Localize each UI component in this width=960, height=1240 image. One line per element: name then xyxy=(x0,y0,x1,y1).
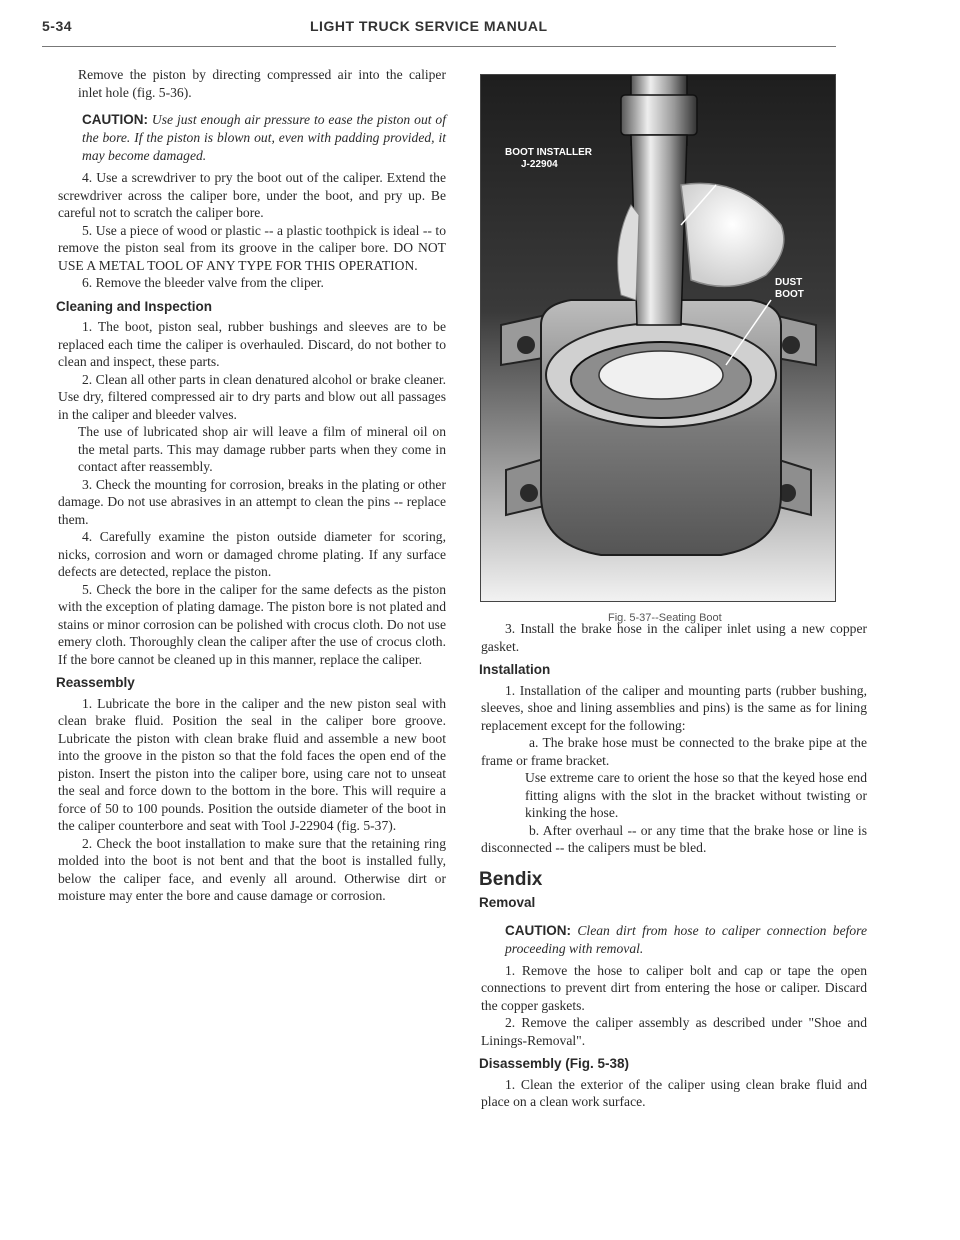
figure-photo xyxy=(480,74,836,602)
heading-disassembly: Disassembly (Fig. 5-38) xyxy=(479,1056,630,1071)
heading-reassembly: Reassembly xyxy=(56,675,135,690)
installation-step-1b: b. After overhaul -- or any time that the brake hose or line is disconnected -- the calipers must be bled. xyxy=(481,822,867,855)
heading-removal: Removal xyxy=(479,895,536,910)
right-column xyxy=(481,620,867,1111)
caliper-photo xyxy=(481,75,835,601)
installation-step-1a: a. The brake hose must be connected to the brake pipe at the frame or frame bracket. xyxy=(481,735,867,768)
caution-label-removal: CAUTION: xyxy=(505,922,571,938)
cleaning-step-3: 3. Check the mounting for corrosion, breaks in the plating or other damage. Do not use abrasives in an attempt to clean the pins -- replace them. xyxy=(58,476,446,527)
label-dust: DUST xyxy=(775,277,803,288)
cleaning-note: The use of lubricated shop air will leave a film of mineral oil on the metal parts. This may damage rubber parts when they come in contact after reassembly. xyxy=(78,424,446,474)
label-boot: BOOT xyxy=(775,289,804,300)
caution-note xyxy=(58,111,446,165)
cleaning-step-4: 4. Carefully examine the piston outside diameter for scoring, nicks, corrosion and worn or damaged chrome plating. If any surface defects are detected, replace the piston. xyxy=(58,529,446,579)
figure-caption: Fig. 5-37--Seating Boot xyxy=(608,612,722,624)
removal-step-2: 2. Remove the caliper assembly as described under "Shoe and Linings-Removal". xyxy=(481,1015,867,1048)
label-boot-installer: BOOT INSTALLER xyxy=(505,147,593,158)
disassembly-step-1: 1. Clean the exterior of the caliper using clean brake fluid and place on a clean work surface. xyxy=(481,1076,867,1109)
cleaning-step-1: 1. The boot, piston seal, rubber bushings and sleeves are to be replaced each time the caliper is overhauled. Discard, do not bother to clean and inspect, these parts. xyxy=(58,319,446,369)
cleaning-step-2: 2. Clean all other parts in clean denatured alcohol or brake cleaner. Use dry, filtered compressed air to dry parts and blow out all passages in the caliper and bleeder valves. xyxy=(58,371,446,422)
caution-label: CAUTION: xyxy=(82,112,148,127)
paragraph-remove-piston: Remove the piston by directing compressed air into the caliper inlet hole (fig. 5-36). xyxy=(78,67,446,100)
reassembly-step-3: 3. Install the brake hose in the caliper inlet using a new copper gasket. xyxy=(481,621,867,654)
label-boot-installer-tool: J-22904 xyxy=(521,159,558,170)
reassembly-step-1: 1. Lubricate the bore in the caliper and the new piston seal with clean brake fluid. Position the seal in the caliper bore groove. Lubricate the piston with clean brake fluid and assemble a new boot into the groove in the piston so that the fold faces the open end of the piston. Insert the piston into the caliper bore, using care not to unseat the seal and force down to the bottom in the bore. This will require a force of 50 to 100 pounds. Position the outside diameter of the boot in the caliper counterbore and seat with Tool J-22904 (fig. 5-37). xyxy=(58,695,446,833)
reassembly-step-2: 2. Check the boot installation to make sure that the retaining ring molded into the boot is not bent and that the boot is installed fully, below the caliper face, and evenly all around. Otherwise dirt or moisture may enter the bore and cause damage or corrosion. xyxy=(58,835,446,903)
caution-note-removal xyxy=(481,922,867,958)
step-5: 5. Use a piece of wood or plastic -- a plastic toothpick is ideal -- to remove the piston seal from its groove in the caliper bore. DO NOT USE A METAL TOOL OF ANY TYPE FOR THIS OPERATION. xyxy=(58,222,446,273)
caution-text-removal: Clean dirt from hose to caliper connection before proceeding with removal. xyxy=(505,922,867,956)
heading-bendix: Bendix xyxy=(479,868,543,890)
removal-step-1: 1. Remove the hose to caliper bolt and cap or tape the open connections to prevent dirt from entering the hose or caliper. Discard the copper gaskets. xyxy=(481,962,867,1013)
cleaning-step-5: 5. Check the bore in the caliper for the same defects as the piston with the exception of plating damage. The piston bore is not plated and stains or minor corrosion can be polished with crocus cloth. Do not use emery cloth. Thoroughly clean the caliper after the use of crocus cloth. If the bore cannot be cleaned up in this manner, replace the caliper. xyxy=(58,581,446,667)
installation-step-1: 1. Installation of the caliper and mounting parts (rubber bushing, sleeves, shoe and lining assemblies and pins) is the same as for lining replacement except for the following: xyxy=(481,682,867,733)
page-number: 5-34 xyxy=(42,18,73,34)
running-title: LIGHT TRUCK SERVICE MANUAL xyxy=(310,18,548,34)
heading-cleaning-inspection: Cleaning and Inspection xyxy=(56,298,213,314)
step-6: 6. Remove the bleeder valve from the cliper. xyxy=(82,275,324,290)
installation-note: Use extreme care to orient the hose so that the keyed hose end fitting aligns with the slot in the bracket without twisting or kinking the hose. xyxy=(525,770,867,820)
step-4: 4. Use a screwdriver to pry the boot out of the caliper. Extend the screwdriver across the caliper bore, under the boot, and pry up. Be careful not to scratch the caliper bore. xyxy=(58,170,446,220)
caution-text: Use just enough air pressure to ease the piston out of the bore. If the piston is blown out, even with padding provided, it may become damaged. xyxy=(82,112,446,163)
left-column xyxy=(58,66,446,905)
header-rule xyxy=(42,46,836,47)
heading-installation: Installation xyxy=(479,662,551,677)
